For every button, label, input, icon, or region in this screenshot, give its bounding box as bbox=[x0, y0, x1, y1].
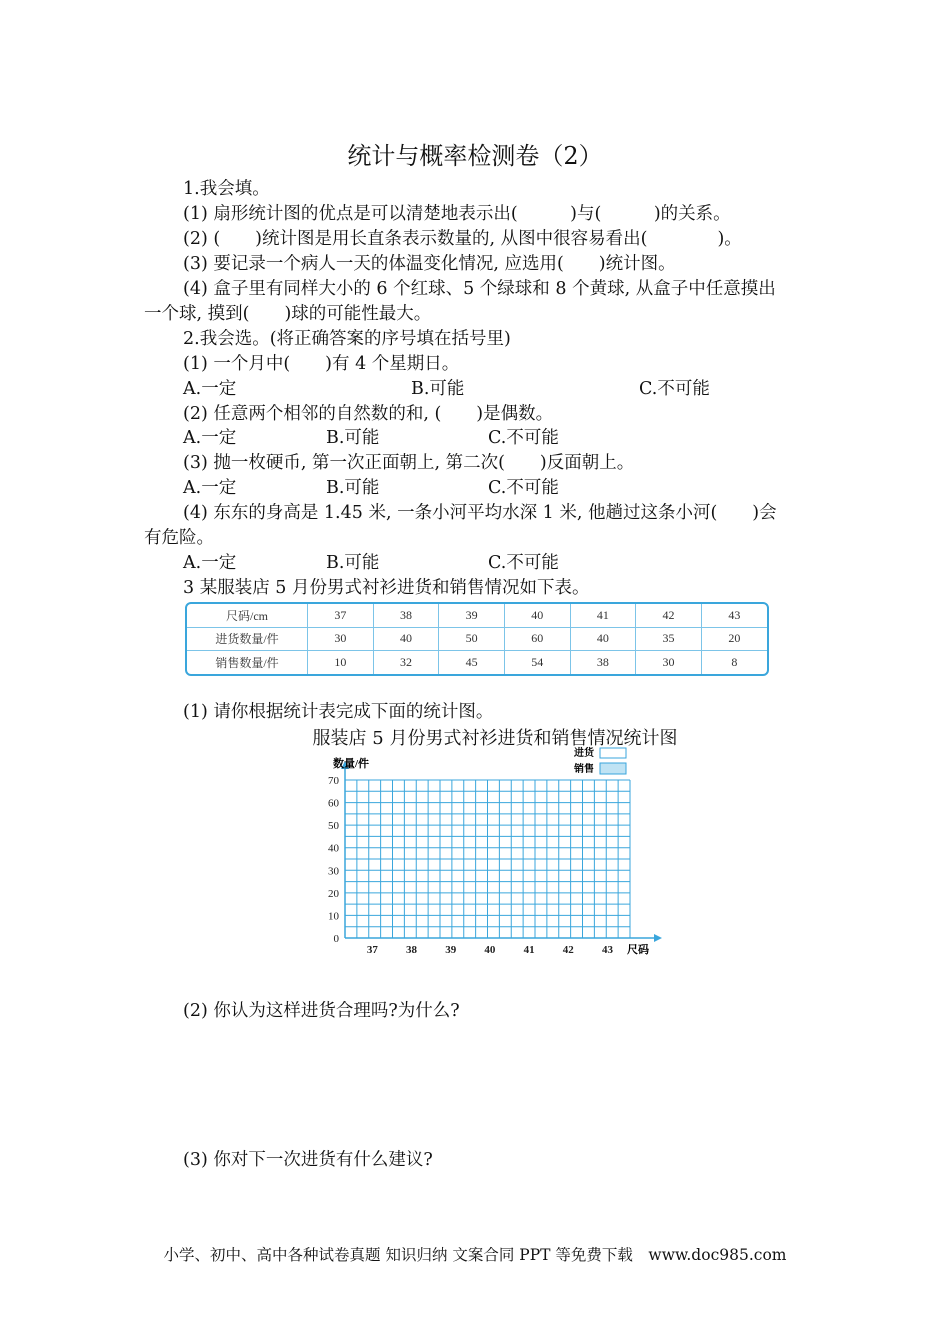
x-tick-label: 41 bbox=[523, 944, 535, 955]
table-row bbox=[187, 627, 767, 651]
chart-grid bbox=[345, 780, 630, 938]
s2-q3-option-a: A.一定 bbox=[183, 478, 237, 498]
y-tick-label: 30 bbox=[328, 865, 339, 878]
s2-q1-option-c: C.不可能 bbox=[639, 379, 710, 399]
s2-question-4-cont: 有危险。 bbox=[144, 528, 214, 548]
s2-question-2: (2) 任意两个相邻的自然数的和, ( )是偶数。 bbox=[183, 404, 554, 424]
x-tick-label: 37 bbox=[366, 944, 378, 955]
table-cell: 45 bbox=[439, 651, 505, 674]
legend-label-xiaoshou: 销售 bbox=[574, 764, 594, 775]
y-tick-label: 40 bbox=[328, 842, 339, 855]
x-axis-arrow bbox=[654, 934, 662, 942]
table-cell: 40 bbox=[570, 627, 636, 651]
table-cell: 40 bbox=[373, 627, 439, 651]
table-cell: 30 bbox=[636, 651, 702, 674]
s2-q4-option-c: C.不可能 bbox=[488, 553, 559, 573]
y-axis-label: 数量/件 bbox=[333, 758, 370, 770]
legend-swatch-xiaoshou bbox=[600, 763, 626, 774]
s3-question-2: (2) 你认为这样进货合理吗?为什么? bbox=[183, 1001, 460, 1021]
s1-question-4: (4) 盒子里有同样大小的 6 个红球、5 个绿球和 8 个黄球, 从盒子中任意摸出 bbox=[183, 279, 776, 299]
s1-question-4-cont: 一个球, 摸到( )球的可能性最大。 bbox=[144, 304, 432, 324]
table-cell: 37 bbox=[308, 604, 374, 627]
chart-legend bbox=[573, 746, 626, 775]
legend-swatch-jinhuo bbox=[600, 748, 626, 758]
data-table bbox=[185, 602, 769, 676]
table-cell: 60 bbox=[504, 627, 570, 651]
table-cell: 20 bbox=[701, 627, 767, 651]
table-cell: 35 bbox=[636, 627, 702, 651]
s3-question-3: (3) 你对下一次进货有什么建议? bbox=[183, 1150, 433, 1170]
y-tick-label: 60 bbox=[328, 797, 339, 810]
s2-q4-option-b: B.可能 bbox=[326, 553, 380, 573]
table-row-header: 销售数量/件 bbox=[187, 651, 308, 674]
s2-q2-option-b: B.可能 bbox=[326, 428, 380, 448]
y-tick-label: 50 bbox=[328, 820, 339, 833]
table-cell: 41 bbox=[570, 604, 636, 627]
table-cell: 10 bbox=[308, 651, 374, 674]
s2-q3-option-c: C.不可能 bbox=[488, 478, 559, 498]
table-cell: 40 bbox=[504, 604, 570, 627]
table-row bbox=[187, 651, 767, 674]
footer-text: 小学、初中、高中各种试卷真题 知识归纳 文案合同 PPT 等免费下载 www.doc985.com bbox=[163, 1246, 787, 1264]
s2-q3-option-b: B.可能 bbox=[326, 478, 380, 498]
table-cell: 8 bbox=[701, 651, 767, 674]
s2-q4-option-a: A.一定 bbox=[183, 553, 237, 573]
table-cell: 43 bbox=[701, 604, 767, 627]
s3-question-1: (1) 请你根据统计表完成下面的统计图。 bbox=[183, 702, 494, 722]
s2-q2-option-a: A.一定 bbox=[183, 428, 237, 448]
y-tick-label: 70 bbox=[328, 775, 339, 787]
s2-q2-option-c: C.不可能 bbox=[488, 428, 559, 448]
bar-chart-grid bbox=[300, 745, 680, 955]
table-cell: 54 bbox=[504, 651, 570, 674]
table-row-header: 进货数量/件 bbox=[187, 627, 308, 651]
s2-question-3: (3) 抛一枚硬币, 第一次正面朝上, 第二次( )反面朝上。 bbox=[183, 453, 635, 473]
table-cell: 32 bbox=[373, 651, 439, 674]
s1-question-1: (1) 扇形统计图的优点是可以清楚地表示出( )与( )的关系。 bbox=[183, 204, 731, 224]
table-cell: 42 bbox=[636, 604, 702, 627]
chart-axes bbox=[341, 761, 662, 942]
x-tick-label: 38 bbox=[406, 944, 417, 955]
table-cell: 38 bbox=[373, 604, 439, 627]
table-row bbox=[187, 604, 767, 627]
s2-q1-option-b: B.可能 bbox=[411, 379, 465, 399]
x-tick-label: 42 bbox=[562, 944, 574, 955]
s1-question-3: (3) 要记录一个病人一天的体温变化情况, 应选用( )统计图。 bbox=[183, 254, 676, 274]
table-row-header: 尺码/cm bbox=[187, 604, 308, 627]
s2-question-1: (1) 一个月中( )有 4 个星期日。 bbox=[183, 354, 460, 374]
y-tick-label: 0 bbox=[333, 933, 339, 945]
x-axis-label: 尺码 bbox=[627, 944, 649, 955]
page-title: 统计与概率检测卷（2） bbox=[347, 142, 603, 170]
s2-q1-option-a: A.一定 bbox=[183, 379, 237, 399]
table-cell: 38 bbox=[570, 651, 636, 674]
y-tick-label: 20 bbox=[328, 887, 339, 900]
x-tick-label: 43 bbox=[601, 944, 613, 955]
table-cell: 30 bbox=[308, 627, 374, 651]
table-cell: 50 bbox=[439, 627, 505, 651]
chart-title: 服装店 5 月份男式衬衫进货和销售情况统计图 bbox=[312, 728, 678, 749]
x-tick-label: 39 bbox=[445, 944, 457, 955]
section1-heading: 1.我会填。 bbox=[183, 179, 270, 199]
y-tick-labels bbox=[328, 775, 340, 945]
section2-heading: 2.我会选。(将正确答案的序号填在括号里) bbox=[183, 329, 511, 349]
x-tick-labels bbox=[367, 944, 614, 955]
section3-heading: 3 某服装店 5 月份男式衬衫进货和销售情况如下表。 bbox=[183, 578, 590, 598]
table-cell: 39 bbox=[439, 604, 505, 627]
y-tick-label: 10 bbox=[328, 910, 339, 923]
x-tick-label: 40 bbox=[484, 944, 496, 955]
s2-question-4: (4) 东东的身高是 1.45 米, 一条小河平均水深 1 米, 他趟过这条小河( )会 bbox=[183, 503, 777, 523]
legend-label-jinhuo: 进货 bbox=[574, 748, 594, 759]
s1-question-2: (2) ( )统计图是用长直条表示数量的, 从图中很容易看出( )。 bbox=[183, 229, 742, 249]
